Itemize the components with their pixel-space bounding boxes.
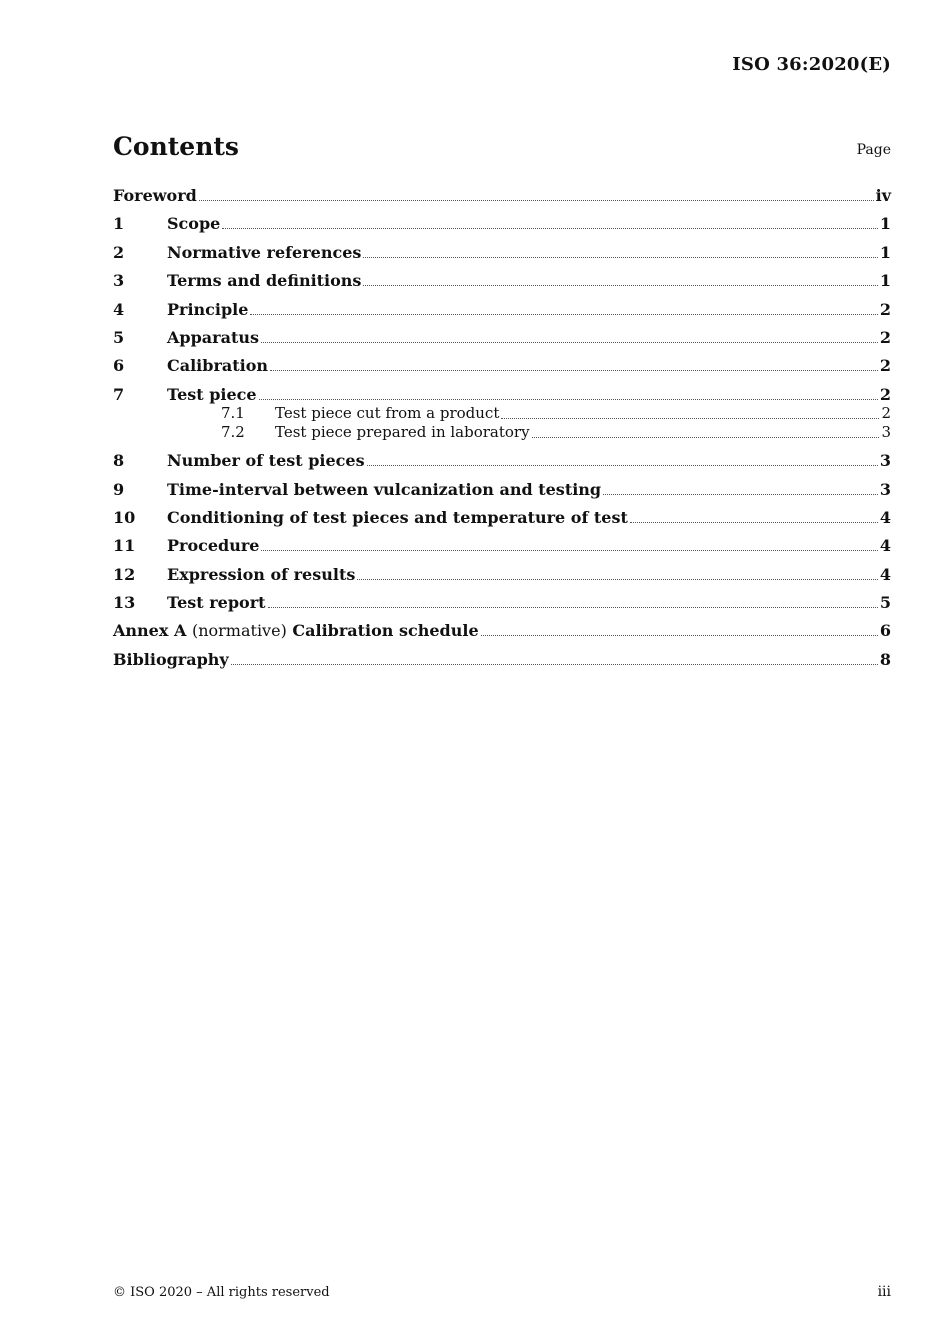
toc-entry-test-piece[interactable] <box>113 385 891 404</box>
toc-subentry-title: Test piece cut from a product <box>275 403 500 422</box>
toc-entry-title: Apparatus <box>167 327 259 347</box>
toc-entry-terms-and-definitions[interactable] <box>113 271 891 290</box>
toc-entry-page: 3 <box>879 451 891 471</box>
annex-title: Calibration schedule <box>292 621 479 641</box>
toc-entry-title: Expression of results <box>167 564 356 584</box>
dot-leader <box>481 634 878 636</box>
toc-entry-bibliography[interactable] <box>113 650 891 669</box>
toc-entry-page: 4 <box>879 564 891 584</box>
toc-entry-page: 6 <box>879 621 891 641</box>
toc-entry-number: 4 <box>113 299 125 319</box>
dot-leader <box>363 284 877 286</box>
toc-entry-page: 2 <box>879 299 891 319</box>
dot-leader <box>363 256 877 258</box>
toc-entry-expression-of-results[interactable] <box>113 565 891 584</box>
toc-entry-title: Scope <box>167 214 221 234</box>
toc-entry-number: 9 <box>113 479 125 499</box>
toc-entry-page: 1 <box>879 242 891 262</box>
dot-leader <box>199 199 874 201</box>
toc-entry-principle[interactable] <box>113 300 891 319</box>
toc-entry-number: 1 <box>113 214 125 234</box>
toc-entry-title: Calibration <box>167 356 269 376</box>
toc-entry-number: 8 <box>113 451 125 471</box>
toc-entry-page: 4 <box>879 536 891 556</box>
toc-entry-page: 1 <box>879 271 891 291</box>
toc-entry-normative-references[interactable] <box>113 243 891 262</box>
dot-leader <box>268 606 878 608</box>
toc-entry-page: 1 <box>879 214 891 234</box>
toc-heading: Contents <box>113 132 240 161</box>
document-id: ISO 36:2020(E) <box>732 54 891 75</box>
annex-label: Annex A <box>113 621 187 641</box>
copyright-notice: © ISO 2020 – All rights reserved <box>113 1285 330 1300</box>
toc-entry-page: 2 <box>879 356 891 376</box>
toc-entry-number: 10 <box>113 507 136 527</box>
toc-entry-title: Bibliography <box>113 649 229 669</box>
dot-leader <box>603 493 878 495</box>
toc-entry-procedure[interactable] <box>113 536 891 555</box>
toc-entry-number: 11 <box>113 536 136 556</box>
toc-subentry-test-piece-cut-from-product[interactable] <box>113 404 891 423</box>
toc-entry-title: Procedure <box>167 536 260 556</box>
toc-entry-title: Terms and definitions <box>167 271 362 291</box>
dot-leader <box>250 313 877 315</box>
toc-entry-page: 8 <box>879 649 891 669</box>
toc-entry-number: 2 <box>113 242 125 262</box>
toc-entry-apparatus[interactable] <box>113 328 891 347</box>
toc-subentry-number: 7.1 <box>221 403 245 422</box>
page-number: iii <box>877 1284 891 1300</box>
dot-leader <box>222 227 878 229</box>
dot-leader <box>261 549 877 551</box>
toc-subentry-number: 7.2 <box>221 422 245 441</box>
toc-entry-page: iv <box>875 186 891 205</box>
table-of-contents <box>113 186 891 678</box>
toc-entry-title: Principle <box>167 299 249 319</box>
dot-leader <box>630 521 878 523</box>
toc-entry-number: 5 <box>113 327 125 347</box>
toc-entry-number: 6 <box>113 356 125 376</box>
toc-subentry-page: 3 <box>881 422 891 441</box>
toc-subentry-title: Test piece prepared in laboratory <box>275 422 530 441</box>
toc-entry-page: 2 <box>879 384 891 404</box>
dot-leader <box>231 663 878 665</box>
toc-entry-time-interval[interactable] <box>113 480 891 499</box>
dot-leader <box>532 436 880 438</box>
toc-entry-title: Test report <box>167 593 266 613</box>
toc-entry-number: 12 <box>113 564 136 584</box>
toc-entry-title <box>113 621 479 640</box>
dot-leader <box>501 417 879 419</box>
toc-entry-number-of-test-pieces[interactable] <box>113 451 891 470</box>
toc-entry-number: 3 <box>113 271 125 291</box>
toc-entry-title: Conditioning of test pieces and temperature of test <box>167 507 628 527</box>
toc-entry-scope[interactable] <box>113 214 891 233</box>
dot-leader <box>357 578 878 580</box>
toc-entry-title: Normative references <box>167 242 362 262</box>
dot-leader <box>367 464 878 466</box>
toc-subentry-page: 2 <box>881 403 891 422</box>
toc-entry-annex-a[interactable] <box>113 621 891 640</box>
toc-entry-page: 5 <box>879 593 891 613</box>
toc-entry-title: Time-interval between vulcanization and testing <box>167 479 602 499</box>
toc-entry-title: Number of test pieces <box>167 451 365 471</box>
toc-entry-calibration[interactable] <box>113 356 891 375</box>
toc-entry-page: 2 <box>879 327 891 347</box>
page-column-label: Page <box>856 142 891 158</box>
toc-entry-title: Foreword <box>113 186 197 205</box>
toc-subentry-test-piece-prepared-in-laboratory[interactable] <box>113 423 891 442</box>
toc-entry-number: 7 <box>113 384 125 404</box>
toc-entry-foreword[interactable] <box>113 186 891 205</box>
dot-leader <box>270 369 878 371</box>
dot-leader <box>261 341 878 343</box>
toc-entry-title: Test piece <box>167 384 257 404</box>
annex-type: (normative) <box>191 621 287 641</box>
toc-entry-conditioning[interactable] <box>113 508 891 527</box>
toc-entry-page: 4 <box>879 507 891 527</box>
dot-leader <box>259 398 878 400</box>
toc-entry-test-report[interactable] <box>113 593 891 612</box>
toc-entry-number: 13 <box>113 593 136 613</box>
toc-entry-page: 3 <box>879 479 891 499</box>
